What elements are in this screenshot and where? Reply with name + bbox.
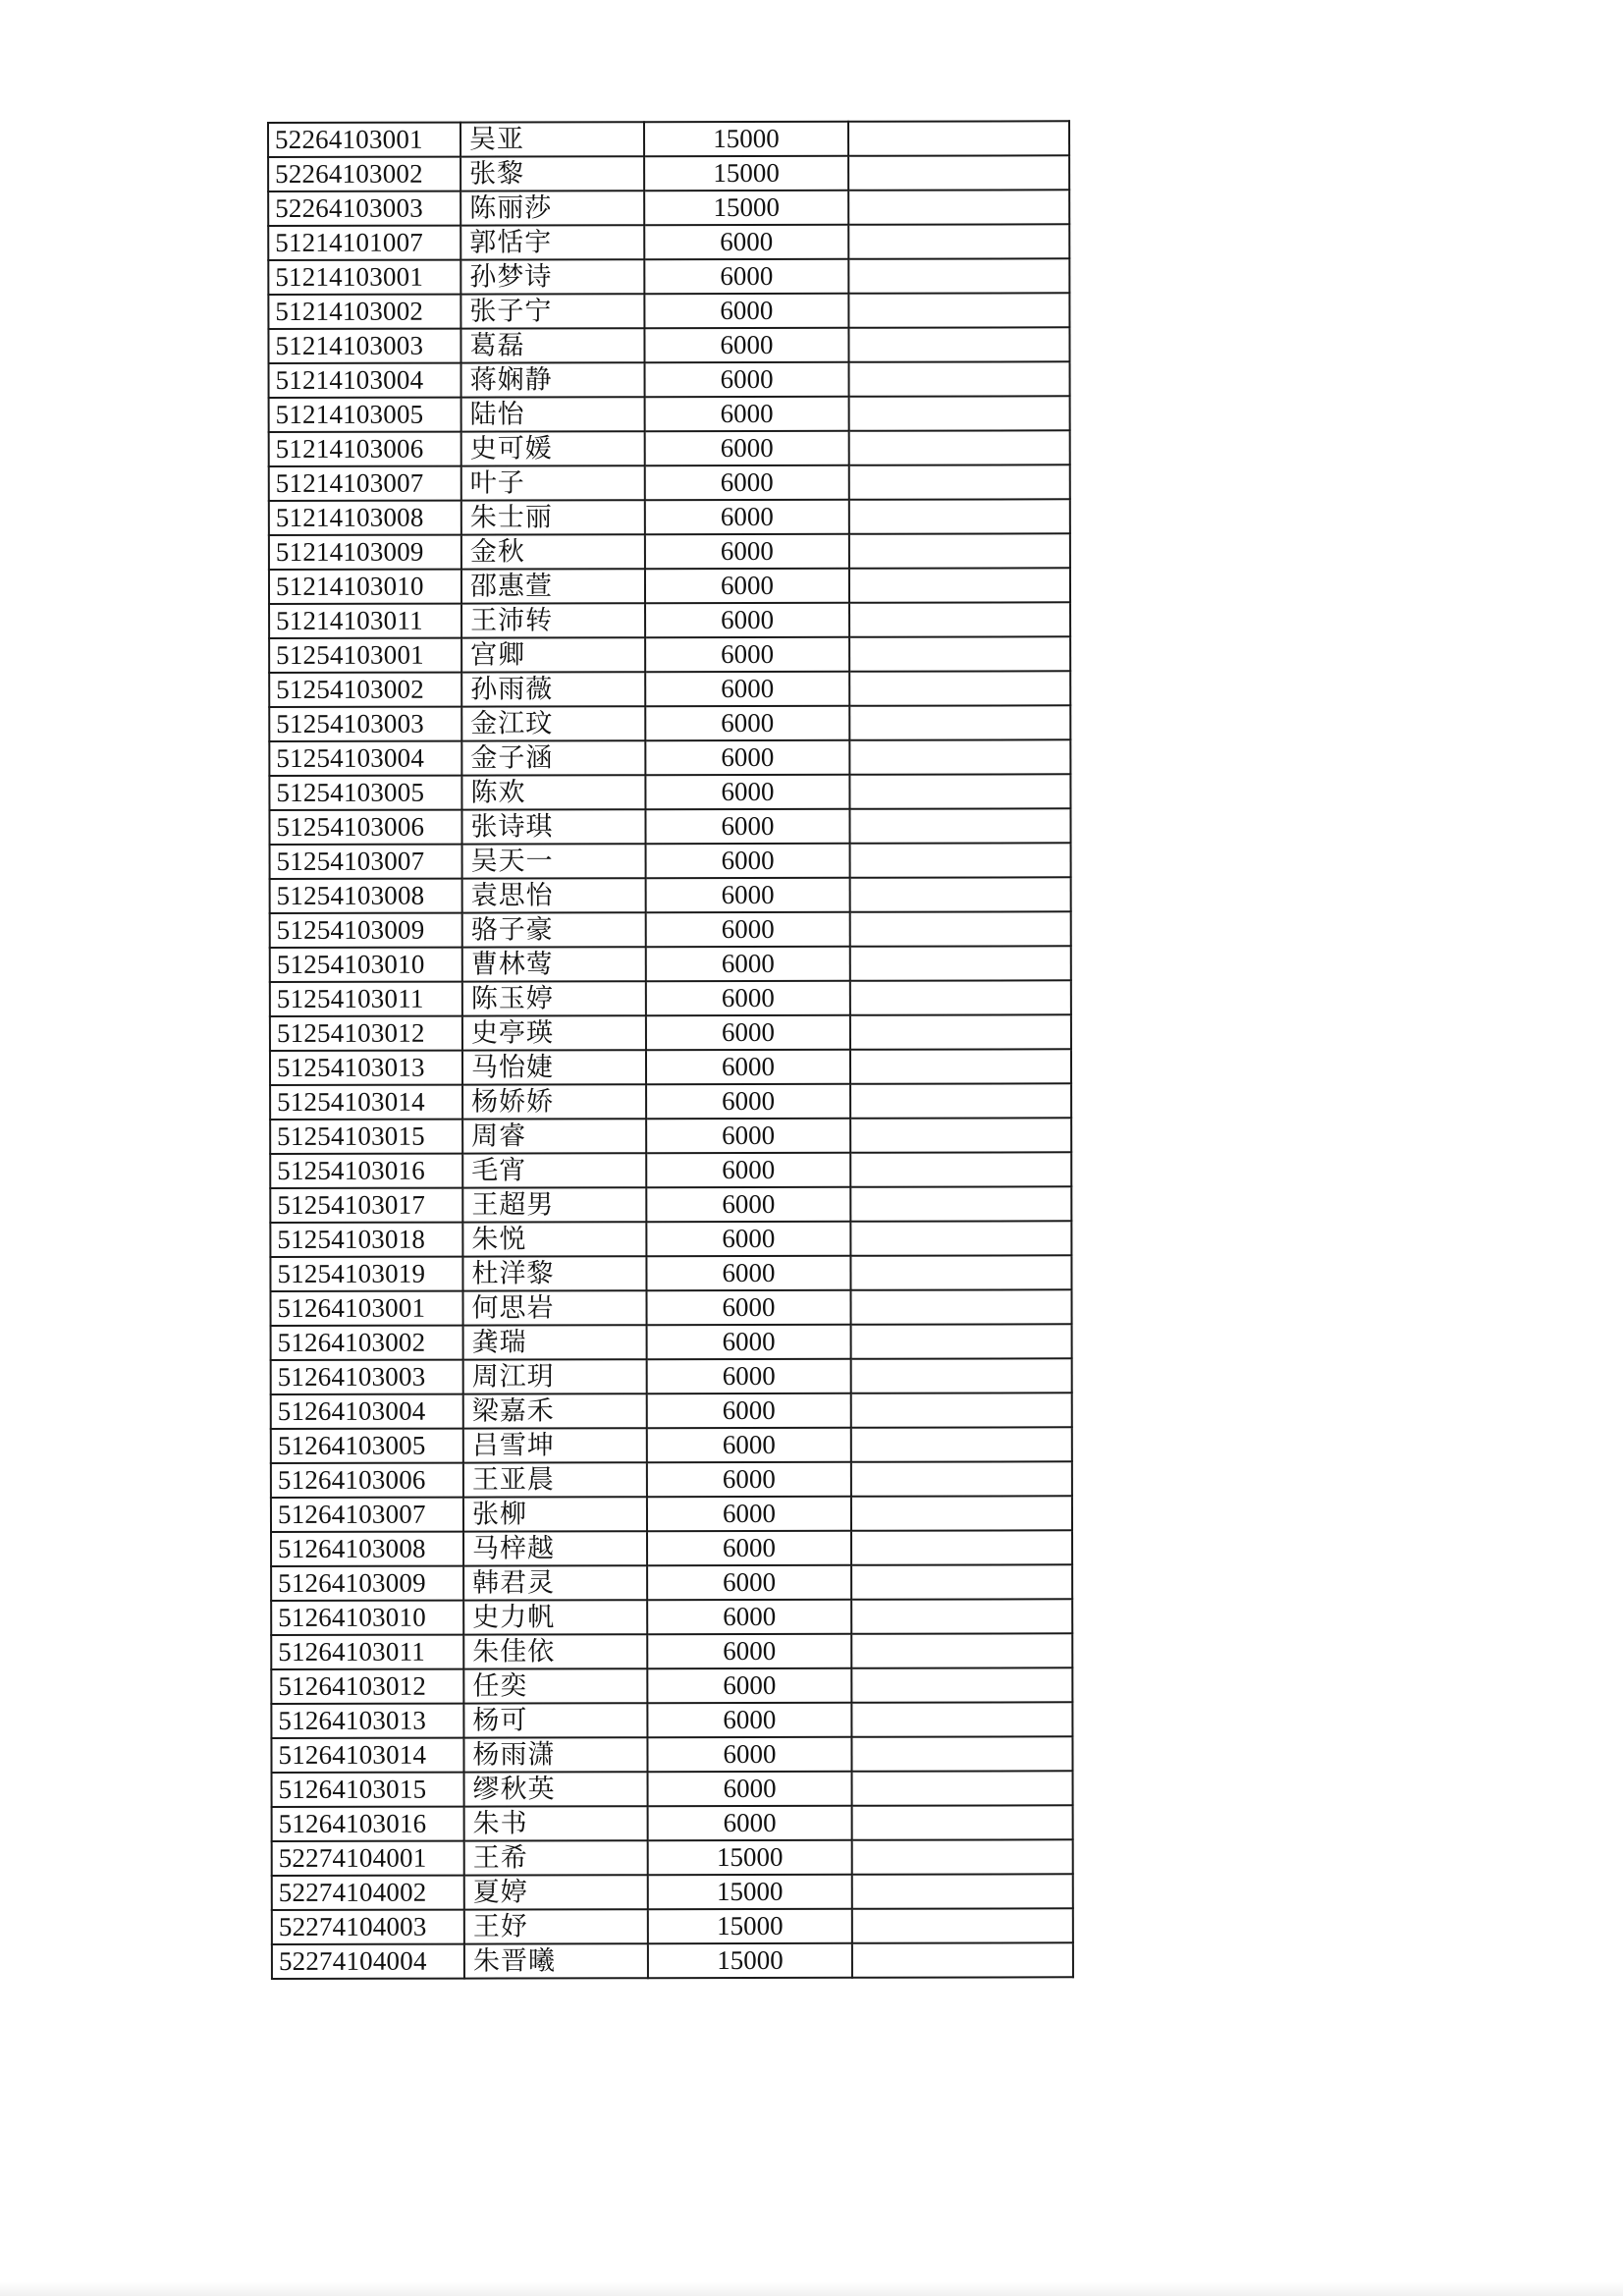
student-name-cell: 陈欢 <box>461 775 645 809</box>
table-row <box>272 1839 1073 1876</box>
student-id-cell: 51254103010 <box>270 948 462 982</box>
table-row <box>270 980 1071 1016</box>
table-row <box>269 636 1070 673</box>
student-name-cell: 金江玟 <box>461 706 645 740</box>
student-id-cell: 51264103004 <box>271 1394 463 1429</box>
note-cell <box>849 602 1070 636</box>
student-name-cell: 周江玥 <box>463 1359 647 1394</box>
student-id-cell: 51254103011 <box>270 982 462 1016</box>
table-row <box>271 1427 1072 1463</box>
student-id-cell: 51264103012 <box>271 1669 463 1704</box>
note-cell <box>848 258 1069 293</box>
student-id-cell: 51254103017 <box>270 1188 462 1223</box>
student-name-cell: 张诗琪 <box>461 809 645 844</box>
student-id-cell: 51264103001 <box>270 1291 462 1326</box>
amount-cell: 6000 <box>644 259 848 294</box>
table-row <box>270 1289 1071 1326</box>
table-row <box>270 946 1071 982</box>
student-name-cell: 吕雪坤 <box>463 1428 647 1462</box>
note-cell <box>849 361 1070 396</box>
amount-cell: 6000 <box>647 1359 851 1394</box>
student-name-cell: 袁思怡 <box>462 878 646 912</box>
table-row <box>271 1393 1072 1429</box>
student-name-cell: 王妤 <box>464 1909 648 1943</box>
table-row <box>270 1049 1071 1085</box>
student-name-cell: 曹林莺 <box>462 947 646 981</box>
note-cell <box>850 1014 1071 1049</box>
student-name-cell: 马怡婕 <box>462 1050 646 1084</box>
student-name-cell: 王超男 <box>462 1187 646 1222</box>
amount-cell: 6000 <box>644 225 848 259</box>
student-id-cell: 51254103015 <box>270 1120 462 1154</box>
note-cell <box>848 224 1069 258</box>
note-cell <box>851 1667 1072 1702</box>
table-row <box>271 1599 1072 1635</box>
student-id-cell: 51264103015 <box>272 1773 464 1807</box>
table-row <box>270 1152 1071 1188</box>
note-cell <box>851 1702 1072 1736</box>
student-id-cell: 51254103019 <box>270 1257 462 1291</box>
amount-cell: 6000 <box>646 1050 850 1084</box>
table-row <box>271 1496 1072 1532</box>
student-id-cell: 51264103005 <box>271 1429 463 1463</box>
table-row <box>270 1118 1071 1154</box>
student-id-cell: 51214103011 <box>269 604 461 638</box>
table-row <box>268 190 1069 226</box>
table-row <box>268 258 1069 295</box>
table-row <box>270 1186 1071 1223</box>
table-row <box>269 465 1070 501</box>
amount-cell: 6000 <box>645 775 849 809</box>
student-name-cell: 金子涵 <box>461 740 645 775</box>
table-row <box>272 1771 1073 1807</box>
table-row <box>268 293 1069 329</box>
note-cell <box>849 636 1070 671</box>
note-cell <box>849 430 1070 465</box>
amount-cell: 6000 <box>647 1325 851 1359</box>
student-id-cell: 51254103012 <box>270 1016 462 1051</box>
table-row <box>269 602 1070 638</box>
note-cell <box>850 946 1071 980</box>
student-name-cell: 王希 <box>464 1840 648 1875</box>
amount-cell: 15000 <box>648 1909 852 1943</box>
amount-cell: 6000 <box>648 1772 852 1806</box>
amount-cell: 6000 <box>646 1187 850 1222</box>
student-name-cell: 陈丽莎 <box>460 191 644 225</box>
student-id-cell: 51214103007 <box>269 466 461 501</box>
student-name-cell: 周睿 <box>462 1119 646 1153</box>
student-name-cell: 张子宁 <box>460 294 644 328</box>
note-cell <box>851 1530 1072 1564</box>
student-name-cell: 杜洋黎 <box>462 1256 646 1290</box>
note-cell <box>849 774 1070 808</box>
table-row <box>269 361 1070 398</box>
amount-cell: 6000 <box>646 1119 850 1153</box>
amount-cell: 15000 <box>644 122 848 156</box>
note-cell <box>851 1599 1072 1633</box>
note-cell <box>849 808 1070 843</box>
table-row <box>270 877 1071 913</box>
student-name-cell: 朱士丽 <box>461 500 645 534</box>
table-row <box>270 911 1071 948</box>
student-id-cell: 52274104003 <box>272 1910 464 1944</box>
student-name-cell: 梁嘉禾 <box>463 1394 647 1428</box>
amount-cell: 6000 <box>647 1634 851 1668</box>
student-id-cell: 51264103016 <box>272 1807 464 1841</box>
student-name-cell: 朱佳依 <box>463 1634 647 1668</box>
amount-cell: 6000 <box>646 1015 850 1050</box>
note-cell <box>850 1289 1071 1324</box>
note-cell <box>851 1324 1072 1358</box>
amount-cell: 6000 <box>645 397 849 431</box>
amount-cell: 6000 <box>646 912 850 947</box>
note-cell <box>848 327 1069 361</box>
student-id-cell: 51264103006 <box>271 1463 463 1498</box>
student-id-cell: 51254103006 <box>269 810 461 845</box>
amount-cell: 15000 <box>644 191 848 225</box>
table-row <box>269 568 1070 604</box>
student-id-cell: 52274104004 <box>272 1944 464 1979</box>
student-name-cell: 马梓越 <box>463 1531 647 1565</box>
student-id-cell: 51264103013 <box>271 1704 463 1738</box>
amount-cell: 6000 <box>648 1806 852 1840</box>
student-name-cell: 杨娇娇 <box>462 1084 646 1119</box>
note-cell <box>850 1255 1071 1289</box>
note-cell <box>850 1118 1071 1152</box>
student-name-cell: 朱悦 <box>462 1222 646 1256</box>
note-cell <box>850 980 1071 1014</box>
table-row <box>268 121 1069 157</box>
student-name-cell: 张柳 <box>463 1497 647 1531</box>
student-id-cell: 51254103002 <box>269 673 461 707</box>
amount-cell: 6000 <box>647 1497 851 1531</box>
student-id-cell: 52264103002 <box>268 157 460 191</box>
note-cell <box>849 705 1070 739</box>
table-row <box>269 774 1070 810</box>
student-id-cell: 51214103002 <box>268 295 460 329</box>
note-cell <box>849 533 1070 568</box>
table-row <box>268 327 1069 363</box>
student-id-cell: 51214103006 <box>269 432 461 466</box>
amount-cell: 6000 <box>645 500 849 534</box>
student-id-cell: 51254103013 <box>270 1051 462 1085</box>
amount-cell: 6000 <box>646 844 850 878</box>
amount-cell: 6000 <box>647 1668 851 1703</box>
table-row <box>272 1908 1073 1944</box>
note-cell <box>849 465 1070 499</box>
amount-cell: 6000 <box>645 431 849 465</box>
table-row <box>271 1667 1072 1704</box>
amount-cell: 6000 <box>646 1084 850 1119</box>
note-cell <box>851 1393 1072 1427</box>
student-id-cell: 51254103001 <box>269 638 461 673</box>
table-row <box>270 1221 1071 1257</box>
table-row <box>271 1736 1072 1773</box>
table-row <box>269 739 1070 776</box>
note-cell <box>852 1805 1073 1839</box>
student-name-cell: 葛磊 <box>460 328 644 362</box>
table-row <box>272 1942 1073 1979</box>
amount-cell: 15000 <box>644 156 848 191</box>
amount-cell: 6000 <box>646 1222 850 1256</box>
note-cell <box>852 1908 1073 1942</box>
student-id-cell: 51214103003 <box>268 329 460 363</box>
note-cell <box>851 1736 1072 1771</box>
amount-cell: 6000 <box>646 1153 850 1187</box>
student-name-cell: 杨雨潇 <box>463 1737 647 1772</box>
amount-cell: 6000 <box>645 809 849 844</box>
student-name-cell: 蒋娴静 <box>461 362 645 397</box>
table-row <box>269 705 1070 741</box>
student-id-cell: 51214103010 <box>269 570 461 604</box>
student-id-cell: 51264103014 <box>271 1738 463 1773</box>
table-row <box>271 1633 1072 1669</box>
amount-cell: 6000 <box>647 1462 851 1497</box>
note-cell <box>849 739 1070 774</box>
amount-cell: 6000 <box>644 328 848 362</box>
student-id-cell: 52274104002 <box>272 1876 464 1910</box>
amount-cell: 6000 <box>645 603 849 637</box>
amount-cell: 15000 <box>648 1840 852 1875</box>
note-cell <box>850 1083 1071 1118</box>
student-id-cell: 52264103001 <box>268 123 460 157</box>
table-row <box>271 1358 1072 1394</box>
table-row <box>269 430 1070 466</box>
student-name-cell: 杨可 <box>463 1703 647 1737</box>
student-name-cell: 朱晋曦 <box>464 1943 648 1978</box>
note-cell <box>848 293 1069 327</box>
table-row <box>268 224 1069 260</box>
student-id-cell: 51214103001 <box>268 260 460 295</box>
student-name-cell: 陈玉婷 <box>462 981 646 1015</box>
student-name-cell: 韩君灵 <box>463 1565 647 1600</box>
table-row <box>270 843 1071 879</box>
amount-cell: 6000 <box>646 981 850 1015</box>
scan-edge-shadow <box>0 2282 1623 2296</box>
student-name-cell: 金秋 <box>461 534 645 569</box>
student-id-cell: 51264103010 <box>271 1601 463 1635</box>
roster-table-body <box>268 121 1073 1979</box>
table-row <box>270 1014 1071 1051</box>
amount-cell: 6000 <box>645 534 849 569</box>
note-cell <box>851 1633 1072 1667</box>
student-id-cell: 51254103018 <box>270 1223 462 1257</box>
student-id-cell: 51254103007 <box>270 845 462 879</box>
student-id-cell: 51254103009 <box>270 913 462 948</box>
table-row <box>269 499 1070 535</box>
amount-cell: 6000 <box>645 706 849 740</box>
student-id-cell: 51254103004 <box>269 741 461 776</box>
roster-table <box>267 120 1074 1980</box>
table-row <box>271 1530 1072 1566</box>
note-cell <box>852 1839 1073 1874</box>
note-cell <box>850 1049 1071 1083</box>
amount-cell: 6000 <box>645 569 849 603</box>
student-name-cell: 陆怡 <box>461 397 645 431</box>
table-row <box>271 1702 1072 1738</box>
student-id-cell: 51264103003 <box>271 1360 463 1394</box>
student-id-cell: 52264103003 <box>268 191 460 226</box>
note-cell <box>851 1427 1072 1461</box>
amount-cell: 6000 <box>644 294 848 328</box>
amount-cell: 6000 <box>647 1600 851 1634</box>
table-row <box>271 1564 1072 1601</box>
table-row <box>270 1083 1071 1120</box>
student-name-cell: 王亚晨 <box>463 1462 647 1497</box>
student-name-cell: 缪秋英 <box>464 1772 648 1806</box>
table-row <box>272 1805 1073 1841</box>
student-name-cell: 张黎 <box>460 156 644 191</box>
student-name-cell: 邵惠萱 <box>461 569 645 603</box>
amount-cell: 6000 <box>646 947 850 981</box>
student-name-cell: 骆子豪 <box>462 912 646 947</box>
note-cell <box>852 1942 1073 1977</box>
amount-cell: 6000 <box>646 1256 850 1290</box>
note-cell <box>851 1461 1072 1496</box>
student-id-cell: 51264103002 <box>271 1326 463 1360</box>
amount-cell: 6000 <box>646 878 850 912</box>
student-name-cell: 吴亚 <box>460 122 644 156</box>
student-id-cell: 51214103004 <box>269 363 461 398</box>
table-row <box>272 1874 1073 1910</box>
student-id-cell: 51254103003 <box>269 707 461 741</box>
student-name-cell: 史亭瑛 <box>462 1015 646 1050</box>
amount-cell: 6000 <box>647 1703 851 1737</box>
table-row <box>271 1461 1072 1498</box>
amount-cell: 15000 <box>648 1943 852 1978</box>
amount-cell: 6000 <box>645 637 849 672</box>
note-cell <box>852 1771 1073 1805</box>
note-cell <box>850 1221 1071 1255</box>
amount-cell: 6000 <box>645 465 849 500</box>
student-name-cell: 何思岩 <box>462 1290 646 1325</box>
note-cell <box>852 1874 1073 1908</box>
table-row <box>269 533 1070 570</box>
amount-cell: 6000 <box>645 672 849 706</box>
student-name-cell: 叶子 <box>461 465 645 500</box>
table-row <box>270 1255 1071 1291</box>
student-name-cell: 朱书 <box>464 1806 648 1840</box>
student-name-cell: 龚瑞 <box>463 1325 647 1359</box>
note-cell <box>851 1358 1072 1393</box>
student-name-cell: 史可媛 <box>461 431 645 465</box>
table-row <box>269 671 1070 707</box>
student-name-cell: 郭恬宇 <box>460 225 644 259</box>
student-name-cell: 毛宵 <box>462 1153 646 1187</box>
student-id-cell: 51254103005 <box>269 776 461 810</box>
student-id-cell: 51254103014 <box>270 1085 462 1120</box>
student-name-cell: 孙雨薇 <box>461 672 645 706</box>
note-cell <box>850 1186 1071 1221</box>
amount-cell: 6000 <box>646 1290 850 1325</box>
note-cell <box>849 499 1070 533</box>
table-row <box>269 396 1070 432</box>
note-cell <box>848 121 1069 155</box>
student-id-cell: 51254103008 <box>270 879 462 913</box>
student-id-cell: 51264103007 <box>271 1498 463 1532</box>
student-name-cell: 夏婷 <box>464 1875 648 1909</box>
amount-cell: 6000 <box>645 362 849 397</box>
note-cell <box>849 568 1070 602</box>
amount-cell: 6000 <box>647 1394 851 1428</box>
note-cell <box>850 911 1071 946</box>
note-cell <box>849 671 1070 705</box>
student-name-cell: 宫卿 <box>461 637 645 672</box>
student-id-cell: 52274104001 <box>272 1841 464 1876</box>
table-row <box>268 155 1069 191</box>
student-id-cell: 51264103008 <box>271 1532 463 1566</box>
student-name-cell: 王沛转 <box>461 603 645 637</box>
note-cell <box>849 396 1070 430</box>
student-id-cell: 51214101007 <box>268 226 460 260</box>
amount-cell: 6000 <box>645 740 849 775</box>
student-id-cell: 51214103009 <box>269 535 461 570</box>
amount-cell: 15000 <box>648 1875 852 1909</box>
student-id-cell: 51264103011 <box>271 1635 463 1669</box>
note-cell <box>850 843 1071 877</box>
student-id-cell: 51254103016 <box>270 1154 462 1188</box>
amount-cell: 6000 <box>647 1428 851 1462</box>
student-name-cell: 吴天一 <box>462 844 646 878</box>
student-name-cell: 任奕 <box>463 1668 647 1703</box>
student-id-cell: 51214103008 <box>269 501 461 535</box>
note-cell <box>851 1496 1072 1530</box>
table-row <box>269 808 1070 845</box>
table-row <box>271 1324 1072 1360</box>
amount-cell: 6000 <box>647 1737 851 1772</box>
note-cell <box>850 1152 1071 1186</box>
student-id-cell: 51264103009 <box>271 1566 463 1601</box>
student-id-cell: 51214103005 <box>269 398 461 432</box>
amount-cell: 6000 <box>647 1565 851 1600</box>
note-cell <box>848 155 1069 190</box>
student-name-cell: 孙梦诗 <box>460 259 644 294</box>
student-name-cell: 史力帆 <box>463 1600 647 1634</box>
amount-cell: 6000 <box>647 1531 851 1565</box>
note-cell <box>848 190 1069 224</box>
note-cell <box>850 877 1071 911</box>
note-cell <box>851 1564 1072 1599</box>
